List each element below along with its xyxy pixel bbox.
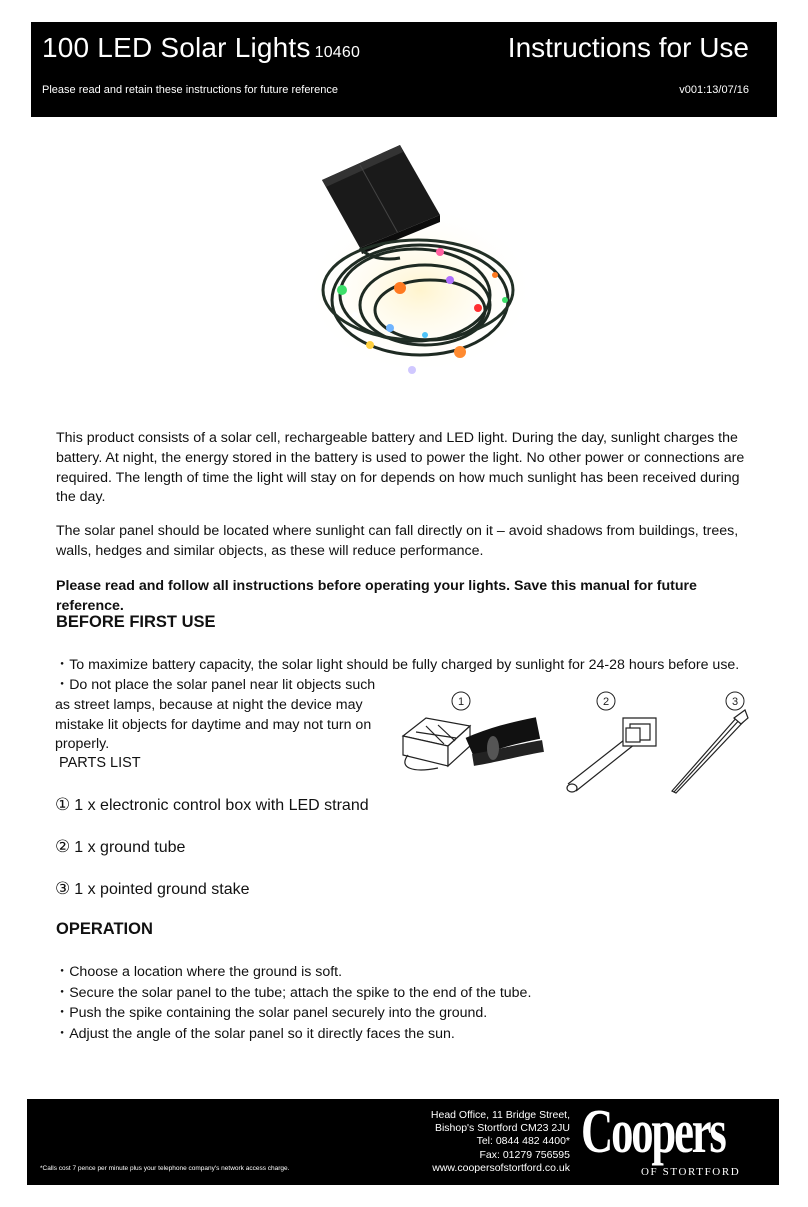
- safety-notice: Please read and follow all instructions before operating your lights. Save this manual for future reference.: [56, 578, 697, 614]
- brand-name: Coopers: [581, 1098, 725, 1166]
- parts-illustration: [398, 688, 758, 800]
- control-box-icon: [403, 718, 470, 770]
- operation-list: [55, 962, 531, 1044]
- part-item: [55, 879, 249, 899]
- before-first-use-heading: BEFORE FIRST USE: [56, 613, 216, 631]
- ground-stake-icon: [672, 710, 748, 793]
- part-number: ②: [55, 837, 71, 857]
- ground-tube-icon: [567, 718, 656, 792]
- header-subtitle: Please read and retain these instructions for future reference: [42, 84, 338, 96]
- brand-subtitle: OF STORTFORD: [641, 1166, 741, 1178]
- led-strand-bundle-icon: [470, 728, 543, 760]
- coopers-logo: [579, 1098, 769, 1181]
- part-number: ③: [55, 879, 71, 899]
- address-line: Bishop's Stortford CM23 2JU: [434, 1122, 570, 1135]
- placement-paragraph: The solar panel should be located where sunlight can fall directly on it – avoid shadows from buildings, trees, walls, hedges and similar objects, as these will reduce performance.: [56, 523, 739, 559]
- part-number: ①: [55, 795, 71, 815]
- figure-label: 3: [731, 696, 739, 708]
- list-item: ・Secure the solar panel to the tube; attach the spike to the end of the tube.: [55, 984, 532, 1001]
- list-item: ・Adjust the angle of the solar panel so it directly faces the sun.: [55, 1025, 455, 1042]
- model-number: 10460: [314, 44, 361, 61]
- part-label: 1 x ground tube: [74, 839, 186, 856]
- website-url: www.coopersofstortford.co.uk: [432, 1161, 570, 1174]
- figure-label: 2: [602, 696, 610, 708]
- parts-list-heading: PARTS LIST: [59, 755, 141, 771]
- list-item: ・Push the spike containing the solar panel securely into the ground.: [55, 1005, 488, 1022]
- version-label: v001:13/07/16: [679, 84, 749, 96]
- call-cost-note: *Calls cost 7 pence per minute plus your telephone company's network access charge.: [40, 1165, 290, 1172]
- part-item: [55, 795, 369, 815]
- fax-number: Fax: 01279 756595: [479, 1148, 570, 1161]
- part-item: [55, 837, 185, 857]
- product-photo: [300, 140, 530, 400]
- bullet-placement: ・Do not place the solar panel near lit objects such as street lamps, because at night the device may mistake lit objects for daytime and may not turn on properly.: [55, 677, 376, 753]
- bullet-charge: ・To maximize battery capacity, the solar light should be fully charged by sunlight for 24-28 hours before use.: [55, 657, 740, 673]
- document-type: Instructions for Use: [507, 32, 749, 63]
- product-title: [42, 32, 360, 64]
- part-label: 1 x electronic control box with LED strand: [74, 797, 369, 814]
- contact-address: [431, 1109, 570, 1175]
- document-header: [31, 22, 777, 117]
- phone-number: Tel: 0844 482 4400*: [476, 1135, 570, 1148]
- operation-heading: OPERATION: [56, 920, 153, 938]
- list-item: ・Choose a location where the ground is soft.: [55, 964, 343, 980]
- part-label: 1 x pointed ground stake: [74, 881, 250, 898]
- intro-paragraph: This product consists of a solar cell, rechargeable battery and LED light. During the day, sunlight charges the battery. At night, the energy stored in the battery is used to power the light. No other power or connections are required. The length of time the light will stay on for depends on how much sunlight has been received during the day.: [56, 430, 745, 506]
- document-footer: [27, 1099, 779, 1185]
- figure-label: 1: [457, 696, 465, 708]
- title-text: 100 LED Solar Lights: [42, 32, 311, 63]
- address-line: Head Office, 11 Bridge Street,: [430, 1109, 570, 1121]
